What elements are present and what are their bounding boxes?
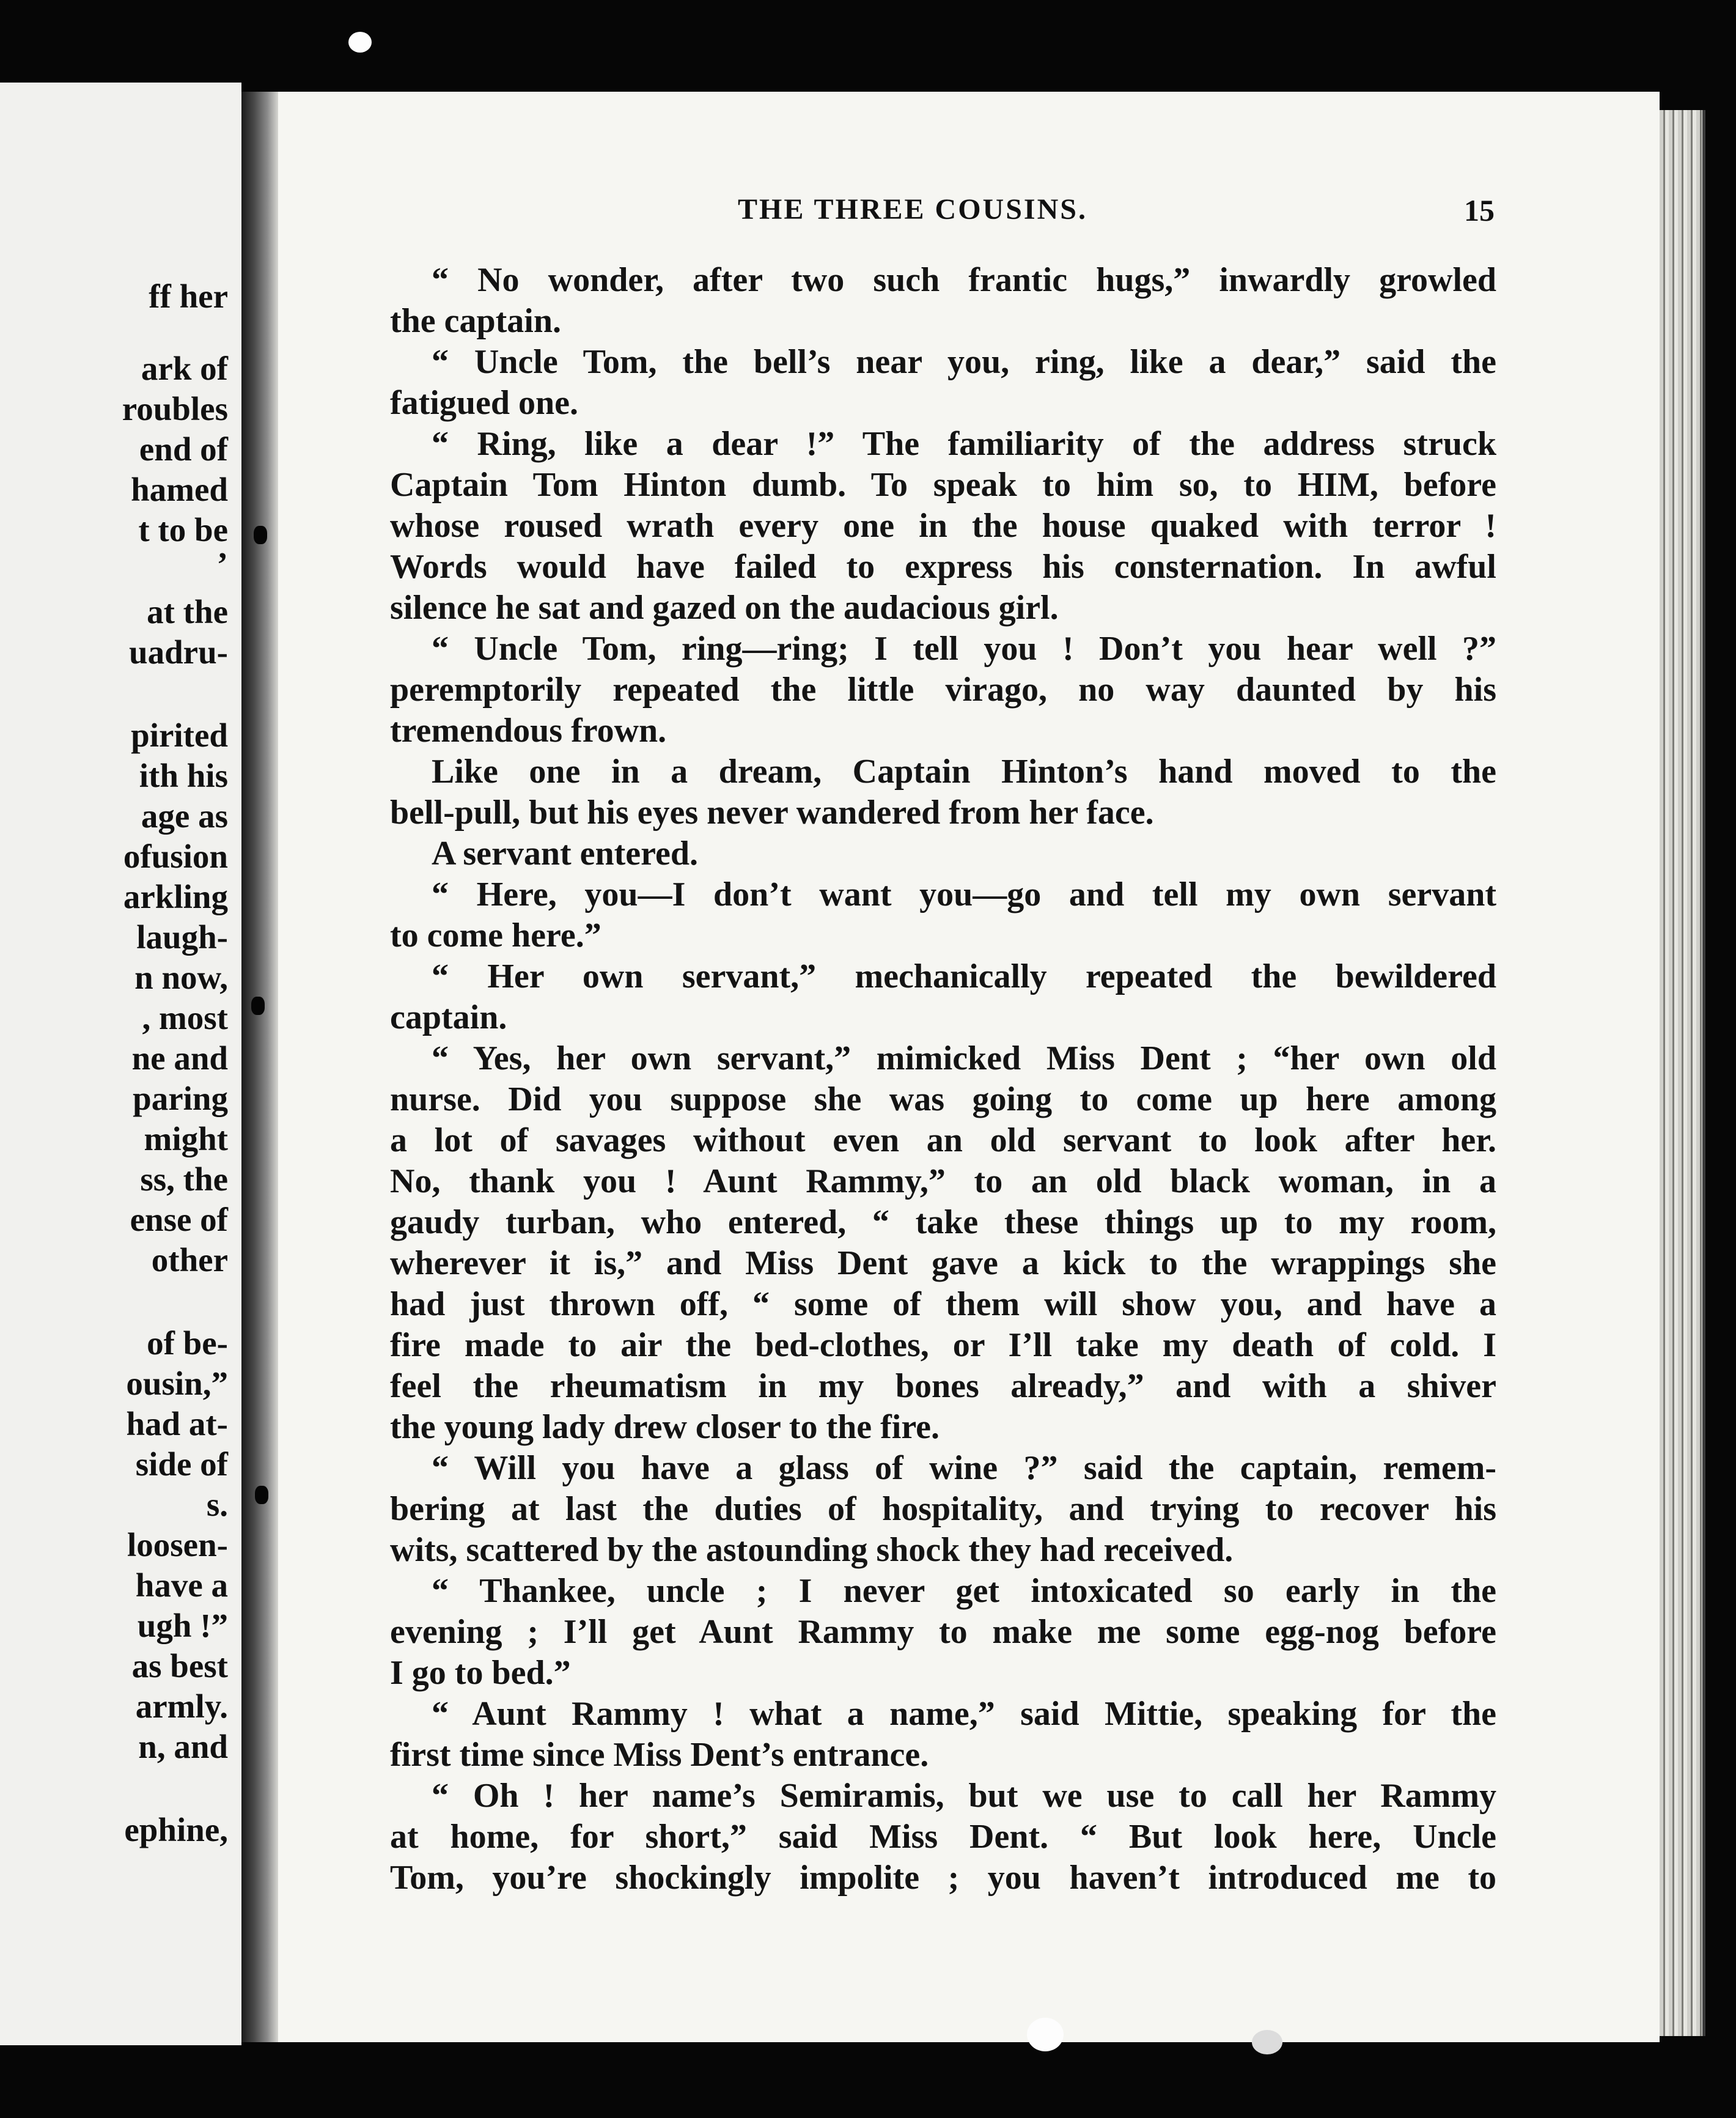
binding-hole: [251, 997, 265, 1015]
text-line: peremptorily repeated the little virago, no way daunted by his: [390, 671, 1496, 709]
left-page-text: t to be: [138, 511, 228, 548]
text-line: evening ; I’ll get Aunt Rammy to make me some egg-nog before: [390, 1613, 1496, 1651]
text-line: feel the rheumatism in my bones already,” and with a shiver: [390, 1367, 1496, 1405]
text-line: the young lady drew closer to the fire.: [390, 1408, 940, 1446]
text-line: “ Thankee, uncle ; I never get intoxicated so early in the: [432, 1572, 1496, 1610]
left-page-text: ith his: [139, 757, 228, 794]
text-line: No, thank you ! Aunt Rammy,” to an old black woman, in a: [390, 1162, 1496, 1200]
text-line: gaudy turban, who entered, “ take these things up to my room,: [390, 1203, 1496, 1241]
text-line: “ Ring, like a dear !” The familiarity of the address struck: [432, 425, 1496, 463]
left-page-text: s.: [206, 1486, 228, 1523]
left-page-text: age as: [141, 797, 228, 835]
dust-speck: [348, 32, 372, 53]
text-line: “ Will you have a glass of wine ?” said the captain, remem-: [432, 1449, 1496, 1487]
left-page-text: ugh !”: [137, 1607, 228, 1644]
left-page-text: , most: [142, 999, 228, 1036]
page-body-text: [390, 260, 1496, 1898]
text-line: tremendous frown.: [390, 712, 667, 750]
text-line: “ Uncle Tom, ring—ring; I tell you ! Don’t you hear well ?”: [432, 630, 1496, 668]
left-page-text: roubles: [122, 390, 228, 427]
left-page-text: ss, the: [140, 1160, 228, 1198]
left-page-text: side of: [135, 1445, 228, 1483]
left-page-text: ofusion: [123, 838, 228, 875]
text-line: at home, for short,” said Miss Dent. “ But look here, Uncle: [390, 1818, 1496, 1856]
left-page-text: ff her: [149, 278, 228, 315]
text-line: “ Yes, her own servant,” mimicked Miss Dent ; “her own old: [432, 1039, 1496, 1077]
left-page-text: other: [151, 1241, 228, 1279]
left-page-text: n, and: [138, 1728, 228, 1765]
binding-hole: [255, 1486, 268, 1504]
page-number: 15: [1464, 193, 1495, 227]
left-page-text: of be-: [147, 1324, 228, 1362]
text-line: wherever it is,” and Miss Dent gave a kick to the wrappings she: [390, 1244, 1496, 1282]
text-line: “ No wonder, after two such frantic hugs,” inwardly growled: [432, 261, 1496, 299]
left-page-text: loosen-: [127, 1526, 228, 1563]
right-page: [278, 92, 1660, 2042]
text-line: a lot of savages without even an old servant to look after her.: [390, 1121, 1496, 1159]
text-line: had just thrown off, “ some of them will show you, and have a: [390, 1285, 1496, 1323]
left-page-text: ousin,”: [126, 1365, 228, 1402]
left-page-text: have a: [135, 1566, 228, 1604]
left-page-text: armly.: [135, 1688, 228, 1725]
text-line: Tom, you’re shockingly impolite ; you haven’t introduced me to: [390, 1859, 1496, 1897]
left-page-text: had at-: [126, 1405, 228, 1442]
text-line: whose roused wrath every one in the house quaked with terror !: [390, 507, 1496, 545]
running-title: THE THREE COUSINS.: [738, 193, 1087, 226]
left-page-text: end of: [139, 430, 228, 468]
text-line: “ Oh ! her name’s Semiramis, but we use to call her Rammy: [432, 1777, 1496, 1815]
text-line: first time since Miss Dent’s entrance.: [390, 1736, 929, 1774]
left-page-text: uadru-: [129, 633, 228, 671]
text-line: “ Uncle Tom, the bell’s near you, ring, like a dear,” said the: [432, 343, 1496, 381]
text-line: bering at last the duties of hospitality, and trying to recover his: [390, 1490, 1496, 1528]
text-line: Words would have failed to express his consternation. In awful: [390, 548, 1496, 586]
text-line: A servant entered.: [432, 835, 698, 873]
text-line: fire made to air the bed-clothes, or I’ll take my death of cold. I: [390, 1326, 1496, 1364]
text-line: the captain.: [390, 302, 561, 340]
text-line: silence he sat and gazed on the audacious girl.: [390, 589, 1059, 627]
dust-speck: [1252, 2030, 1282, 2054]
dust-speck: [1027, 2018, 1064, 2051]
left-page-text: ’: [216, 545, 228, 583]
text-line: Like one in a dream, Captain Hinton’s hand moved to the: [432, 753, 1496, 791]
book-gutter: [241, 92, 278, 2042]
left-page-text: pirited: [131, 717, 228, 754]
text-line: Captain Tom Hinton dumb. To speak to him so, to HIM, before: [390, 466, 1496, 504]
left-page-text: ne and: [131, 1039, 228, 1077]
left-page-text: ark of: [141, 350, 228, 387]
text-line: “ Aunt Rammy ! what a name,” said Mittie, speaking for the: [432, 1695, 1496, 1733]
page-edges: [1660, 110, 1705, 2036]
left-page-text: ephine,: [124, 1811, 228, 1848]
left-page-text: might: [144, 1120, 228, 1157]
text-line: wits, scattered by the astounding shock they had received.: [390, 1531, 1234, 1569]
left-page-text: laugh-: [136, 918, 228, 956]
left-page-text: ense of: [130, 1201, 228, 1238]
text-line: fatigued one.: [390, 384, 578, 422]
left-page-text: at the: [147, 593, 228, 630]
text-line: “ Here, you—I don’t want you—go and tell my own servant: [432, 876, 1496, 913]
binding-hole: [254, 526, 267, 544]
running-header: [278, 193, 1660, 235]
left-page-fragment: [0, 83, 241, 2045]
text-line: to come here.”: [390, 917, 601, 954]
left-page-text: arkling: [123, 878, 228, 915]
text-line: captain.: [390, 998, 507, 1036]
text-line: nurse. Did you suppose she was going to come up here among: [390, 1080, 1496, 1118]
text-line: “ Her own servant,” mechanically repeated the bewildered: [432, 958, 1496, 995]
left-page-text: n now,: [134, 959, 228, 996]
text-line: I go to bed.”: [390, 1654, 571, 1692]
left-page-text: hamed: [131, 471, 228, 508]
left-page-text: as best: [131, 1647, 228, 1684]
left-page-text: paring: [133, 1080, 228, 1117]
text-line: bell-pull, but his eyes never wandered from her face.: [390, 794, 1154, 832]
